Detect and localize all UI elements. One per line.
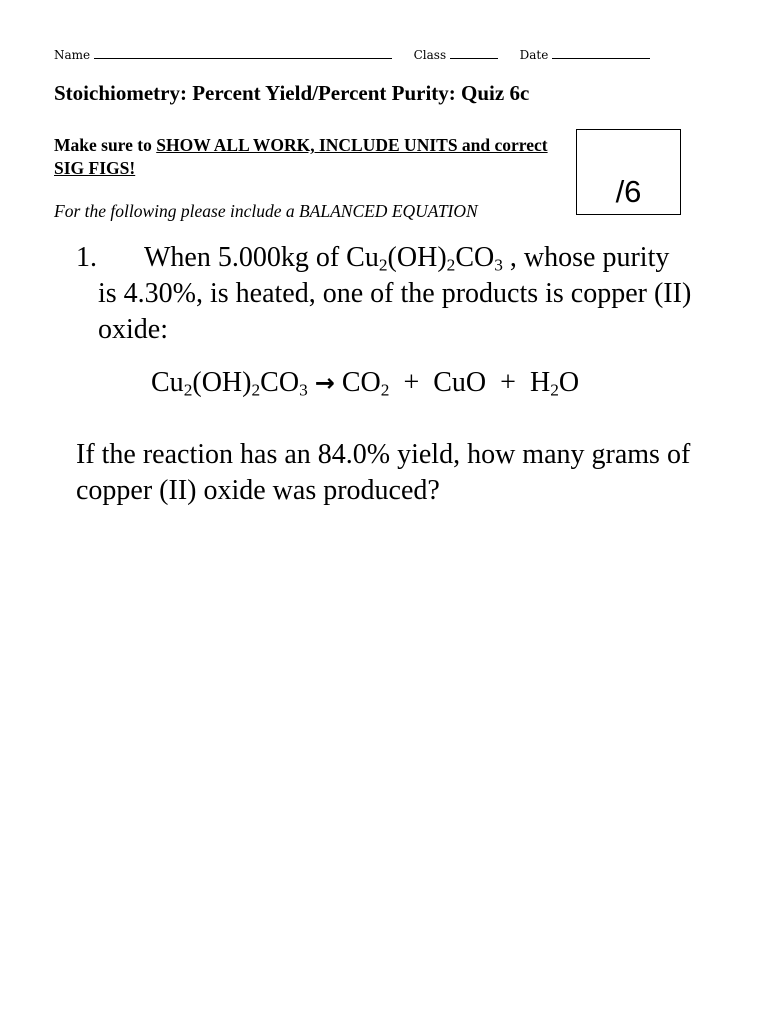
- question-sub-a: 2: [378, 255, 388, 275]
- question-first-line: [76, 240, 716, 276]
- question-text-b: (OH): [387, 242, 447, 273]
- instructions-emphasis: SHOW ALL WORK, INCLUDE UNITS and correct SIG FIGS!: [54, 135, 548, 178]
- question-sub-b: 2: [446, 255, 456, 275]
- student-info-line: [54, 46, 650, 62]
- question-text-c: CO: [455, 242, 495, 273]
- product-water-o: O: [558, 367, 580, 398]
- reaction-arrow-icon: →: [314, 369, 335, 397]
- question-number: 1.: [76, 242, 97, 273]
- reactant-part-2: (OH): [192, 367, 252, 398]
- question-sub-c: 3: [494, 255, 503, 275]
- quiz-title: Stoichiometry: Percent Yield/Percent Purity: Quiz 6c: [54, 81, 530, 105]
- product-co2: CO: [341, 367, 381, 398]
- date-blank[interactable]: [552, 46, 650, 59]
- balanced-equation-note: For the following please include a BALANCED EQUATION: [54, 201, 478, 221]
- product-co2-sub: 2: [380, 380, 390, 400]
- question-text-d: , whose purity: [502, 242, 670, 273]
- name-label: Name: [54, 48, 91, 62]
- date-label: Date: [519, 48, 549, 62]
- instructions: [54, 134, 554, 180]
- instructions-prefix: Make sure to: [54, 135, 157, 155]
- class-label: Class: [413, 48, 447, 62]
- product-water-sub: 2: [550, 380, 559, 400]
- reactant-sub-1: 2: [183, 380, 193, 400]
- product-water-h: H: [529, 367, 551, 398]
- product-cuo: CuO: [433, 367, 487, 398]
- name-blank[interactable]: [94, 46, 392, 59]
- plus-sign-1: +: [403, 367, 420, 398]
- score-total: /6: [615, 174, 642, 209]
- reactant-sub-3: 3: [299, 380, 308, 400]
- reactant-part-1: Cu: [151, 367, 184, 398]
- score-box: [576, 129, 681, 215]
- class-blank[interactable]: [450, 46, 498, 59]
- chemical-equation: [151, 367, 579, 399]
- reactant-sub-2: 2: [251, 380, 261, 400]
- question-1: [76, 240, 716, 348]
- plus-sign-2: +: [500, 367, 516, 398]
- followup-question: If the reaction has an 84.0% yield, how many grams of copper (II) oxide was produced?: [76, 439, 691, 506]
- question-text-a: When 5.000kg of Cu: [144, 242, 379, 273]
- reactant-part-3: CO: [260, 367, 300, 398]
- question-continuation: is 4.30%, is heated, one of the products is copper (II) oxide:: [98, 278, 692, 345]
